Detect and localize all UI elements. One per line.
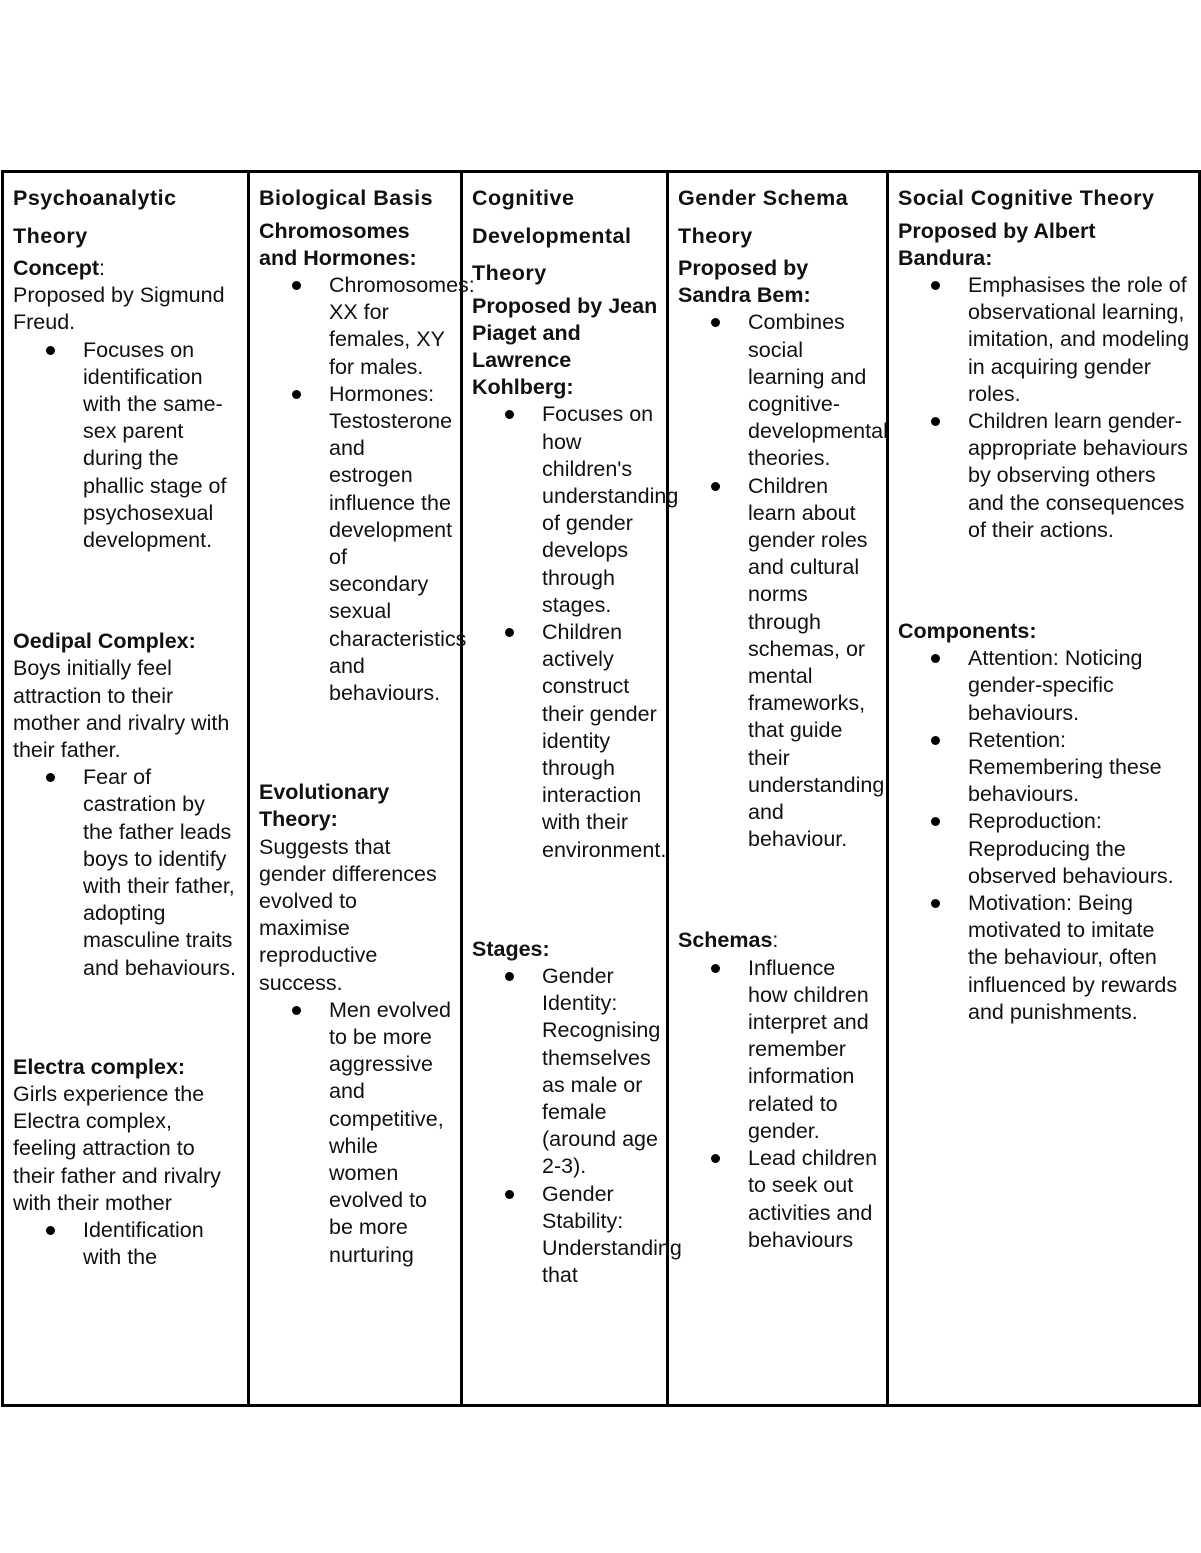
electra-heading: Electra complex: bbox=[13, 1054, 186, 1079]
concept-bullets bbox=[13, 337, 239, 555]
oedipal-heading: Oedipal Complex: bbox=[13, 629, 196, 654]
proposed-by: Proposed by Albert Bandura: bbox=[898, 218, 1096, 270]
list-item: Focuses on identification with the same-sex parent during the phallic stage of psychosexual development. bbox=[83, 337, 239, 555]
list-item: Gender Identity: Recognising themselves as male or female (around age 2-3). bbox=[542, 963, 658, 1181]
proposed-by: Proposed by Jean Piaget and Lawrence Kohlberg: bbox=[472, 293, 658, 400]
components-bullets bbox=[898, 645, 1190, 1026]
list-item: Attention: Noticing gender-specific behaviours. bbox=[968, 645, 1190, 727]
list-item: Focuses on how children's understanding of gender develops through stages. bbox=[542, 401, 658, 619]
list-item: Hormones: Testosterone and estrogen influence the development of secondary sexual characteristics and behaviours. bbox=[329, 381, 452, 707]
list-item: Chromosomes: XX for females, XY for males. bbox=[329, 272, 452, 381]
list-item: Emphasises the role of observational learning, imitation, and modeling in acquiring gender roles. bbox=[968, 272, 1190, 408]
list-item: Combines social learning and cognitive-developmental theories. bbox=[748, 309, 878, 472]
electra-bullets bbox=[13, 1217, 239, 1271]
column-title: Social Cognitive Theory bbox=[898, 186, 1155, 210]
table-row bbox=[3, 172, 1200, 1406]
components-heading: Components: bbox=[898, 618, 1037, 643]
list-item: Lead children to seek out activities and behaviours bbox=[748, 1145, 878, 1254]
oedipal-bullets bbox=[13, 764, 239, 982]
list-item: Motivation: Being motivated to imitate the behaviour, often influenced by rewards and punishments. bbox=[968, 890, 1190, 1026]
evolutionary-text: Suggests that gender differences evolved to maximise reproductive success. bbox=[259, 834, 437, 995]
proposed-by: Proposed by Sandra Bem: bbox=[678, 256, 811, 308]
list-item: Identification with the bbox=[83, 1217, 239, 1271]
concept-label: Concept bbox=[13, 256, 99, 280]
gender-schema-column bbox=[668, 172, 888, 1406]
column-title: Psychoanalytic Theory bbox=[13, 186, 177, 248]
chromosomes-bullets bbox=[259, 272, 475, 707]
chromosomes-heading: Chromosomes and Hormones: bbox=[259, 218, 417, 270]
biological-column bbox=[249, 172, 475, 1406]
column-title: Gender Schema Theory bbox=[678, 186, 849, 248]
proposed-bullets bbox=[472, 401, 679, 863]
proposed-bullets bbox=[678, 309, 888, 853]
electra-text: Girls experience the Electra complex, feeling attraction to their father and rivalry with their mother bbox=[13, 1082, 221, 1215]
list-item: Men evolved to be more aggressive and competitive, while women evolved to be more nurturing bbox=[329, 997, 452, 1269]
column-title: Cognitive Developmental Theory bbox=[472, 186, 632, 285]
cognitive-developmental-column bbox=[462, 172, 682, 1406]
list-item: Fear of castration by the father leads boys to identify with their father, adopting masculine traits and behaviours. bbox=[83, 764, 239, 982]
list-item: Children actively construct their gender identity through interaction with their environment. bbox=[542, 619, 658, 864]
list-item: Reproduction: Reproducing the observed behaviours. bbox=[968, 808, 1190, 890]
list-item: Children learn gender-appropriate behaviours by observing others and the consequences of their actions. bbox=[968, 408, 1190, 544]
concept-text: Concept: Proposed by Sigmund Freud. bbox=[13, 256, 225, 335]
stages-heading: Stages: bbox=[472, 936, 550, 961]
evolutionary-bullets bbox=[259, 997, 452, 1269]
psychoanalytic-column bbox=[3, 172, 249, 1406]
schemas-heading: Schemas: bbox=[678, 928, 779, 953]
list-item: Gender Stability: Understanding that bbox=[542, 1181, 658, 1290]
evolutionary-heading: Evolutionary Theory: bbox=[259, 780, 390, 832]
list-item: Influence how children interpret and remember information related to gender. bbox=[748, 955, 878, 1145]
list-item: Children learn about gender roles and cultural norms through schemas, or mental frameworks, that guide their understanding and behaviour. bbox=[748, 473, 878, 854]
theories-table bbox=[1, 170, 1201, 1407]
social-cognitive-column bbox=[888, 172, 1200, 1406]
schemas-bullets bbox=[678, 955, 878, 1254]
proposed-bullets bbox=[898, 272, 1190, 544]
stages-bullets bbox=[472, 963, 682, 1289]
column-title: Biological Basis bbox=[259, 186, 434, 210]
list-item: Retention: Remembering these behaviours. bbox=[968, 727, 1190, 809]
oedipal-text: Boys initially feel attraction to their mother and rivalry with their father. bbox=[13, 656, 230, 763]
